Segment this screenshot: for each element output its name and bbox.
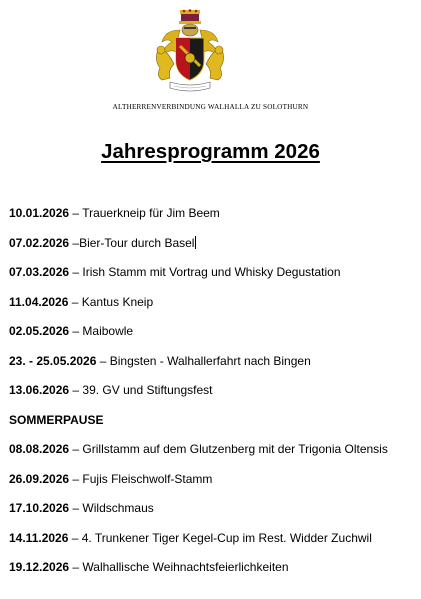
event-row <box>9 262 417 292</box>
event-separator: – <box>69 265 83 279</box>
event-text: 39. GV und Stiftungsfest <box>82 383 213 397</box>
event-text: Grillstamm auf dem Glutzenberg mit der Trigonia Oltensis <box>82 442 388 456</box>
coat-of-arms-logo <box>150 8 230 94</box>
text-cursor <box>195 236 196 249</box>
event-date: 19.12.2026 <box>9 560 70 574</box>
event-separator: – <box>69 324 83 338</box>
event-date: 10.01.2026 <box>9 206 70 220</box>
event-row <box>9 528 417 558</box>
event-date: 23. - 25.05.2026 <box>9 353 97 368</box>
event-separator: – <box>68 294 82 309</box>
event-row <box>9 380 417 410</box>
event-text: Irish Stamm mit Vortrag und Whisky Degustation <box>82 265 341 279</box>
event-date: 17.10.2026 <box>9 501 70 515</box>
event-text: Fujis Fleischwolf-Stamm <box>82 471 213 486</box>
event-list <box>9 203 417 587</box>
event-row <box>9 469 417 499</box>
event-separator: – <box>69 442 83 456</box>
event-text: Kantus Kneip <box>81 294 154 309</box>
section-label: SOMMERPAUSE <box>9 412 104 427</box>
event-row <box>9 321 417 351</box>
event-text: 4. Trunkener Tiger Kegel-Cup im Rest. Widder Zuchwil <box>81 530 372 545</box>
event-separator: – <box>69 471 83 486</box>
event-separator: – <box>69 501 83 515</box>
event-separator: – <box>69 235 80 250</box>
event-date: 08.08.2026 <box>9 442 70 456</box>
event-row <box>9 557 417 587</box>
helmet-icon <box>182 24 198 36</box>
event-row <box>9 351 417 381</box>
event-date: 14.11.2026 <box>9 530 69 545</box>
event-separator: – <box>96 353 110 368</box>
event-date: 11.04.2026 <box>9 294 69 309</box>
event-text: Bingsten - Walhallerfahrt nach Bingen <box>109 353 311 368</box>
event-row <box>9 498 417 528</box>
event-date: 02.05.2026 <box>9 324 70 338</box>
crown-icon <box>179 9 201 24</box>
event-separator: – <box>69 206 83 220</box>
event-row <box>9 292 417 322</box>
event-text: Walhallische Weihnachtsfeierlichkeiten <box>82 560 289 574</box>
shield-icon <box>176 38 204 80</box>
event-text: Bier-Tour durch Basel <box>79 235 195 250</box>
event-date: 13.06.2026 <box>9 383 70 397</box>
event-text: Maibowle <box>82 324 134 338</box>
motto-ribbon <box>170 82 210 91</box>
event-separator: – <box>69 560 83 574</box>
organization-name: ALTHERRENVERBINDUNG WALHALLA ZU SOLOTHURN <box>112 103 309 111</box>
page-title: Jahresprogramm 2026 <box>101 140 320 163</box>
event-date: 07.02.2026 <box>9 235 70 250</box>
event-row <box>9 203 417 233</box>
event-row <box>9 233 417 263</box>
section-row <box>9 410 417 440</box>
event-separator: – <box>68 530 82 545</box>
event-text: Wildschmaus <box>82 501 154 515</box>
event-separator: – <box>69 383 83 397</box>
event-date: 26.09.2026 <box>9 471 70 486</box>
event-row <box>9 439 417 469</box>
event-date: 07.03.2026 <box>9 265 70 279</box>
event-text: Trauerkneip für Jim Beem <box>82 206 220 220</box>
